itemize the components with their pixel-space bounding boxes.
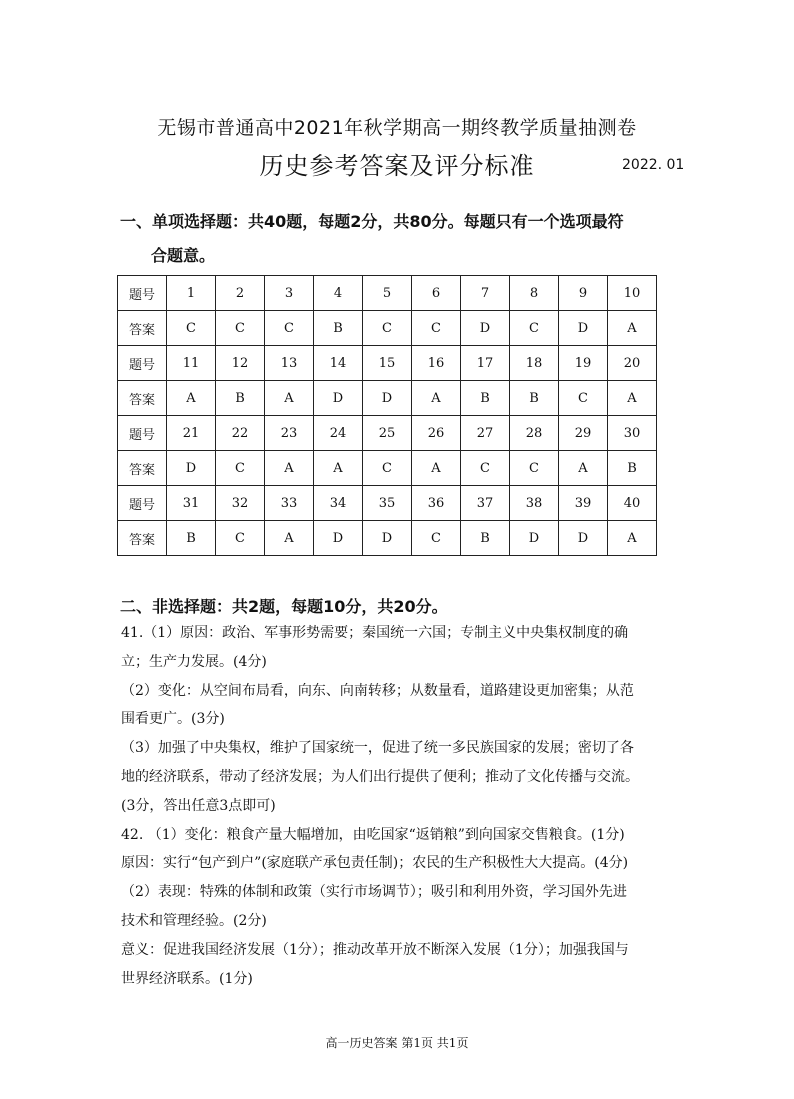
question-number-cell: 23 (265, 416, 314, 451)
answer-cell: D (559, 521, 608, 556)
answer-line: （2）变化：从空间布局看，向东、向南转移；从数量看，道路建设更加密集；从范 (121, 682, 634, 699)
row-label-answer: 答案 (118, 521, 167, 556)
question-number-cell: 31 (167, 486, 216, 521)
answer-cell: C (216, 521, 265, 556)
answer-cell: B (216, 381, 265, 416)
question-number-cell: 32 (216, 486, 265, 521)
table-row-answers (118, 381, 657, 416)
answer-cell: B (461, 381, 510, 416)
table-row-answers (118, 521, 657, 556)
question-number-cell: 12 (216, 346, 265, 381)
row-label-question: 题号 (118, 416, 167, 451)
question-number-cell: 39 (559, 486, 608, 521)
section2-answers (121, 619, 681, 993)
answer-cell: C (363, 311, 412, 346)
section1-heading-continued: 合题意。 (151, 246, 216, 265)
question-number-cell: 13 (265, 346, 314, 381)
table-row-question-numbers (118, 276, 657, 311)
answer-cell: C (461, 451, 510, 486)
question-number-cell: 27 (461, 416, 510, 451)
table-row-question-numbers (118, 486, 657, 521)
answer-cell: C (167, 311, 216, 346)
answer-cell: C (216, 451, 265, 486)
answer-cell: A (265, 451, 314, 486)
answer-line: 立；生产力发展。(4分) (121, 653, 267, 670)
answer-cell: C (559, 381, 608, 416)
row-label-question: 题号 (118, 346, 167, 381)
section2-heading: 二、非选择题：共2题，每题10分，共20分。 (120, 597, 448, 616)
question-number-cell: 5 (363, 276, 412, 311)
question-number-cell: 17 (461, 346, 510, 381)
question-number-cell: 22 (216, 416, 265, 451)
answer-cell: D (363, 521, 412, 556)
answer-cell: A (608, 311, 657, 346)
question-number-cell: 19 (559, 346, 608, 381)
answer-cell: D (559, 311, 608, 346)
answer-cell: A (314, 451, 363, 486)
question-number-cell: 40 (608, 486, 657, 521)
question-number-cell: 2 (216, 276, 265, 311)
answer-cell: A (412, 381, 461, 416)
table-row-answers (118, 451, 657, 486)
question-number-cell: 11 (167, 346, 216, 381)
question-number-cell: 6 (412, 276, 461, 311)
answer-cell: D (167, 451, 216, 486)
question-number-cell: 10 (608, 276, 657, 311)
question-number-cell: 1 (167, 276, 216, 311)
question-number-cell: 36 (412, 486, 461, 521)
question-number-cell: 15 (363, 346, 412, 381)
answer-cell: B (461, 521, 510, 556)
row-label-answer: 答案 (118, 451, 167, 486)
row-label-answer: 答案 (118, 381, 167, 416)
question-number-cell: 25 (363, 416, 412, 451)
answer-line: （2）表现：特殊的体制和政策（实行市场调节）；吸引和利用外资，学习国外先进 (121, 884, 627, 901)
question-number-cell: 35 (363, 486, 412, 521)
answer-line: 世界经济联系。(1分) (121, 970, 253, 987)
question-number-cell: 29 (559, 416, 608, 451)
question-number-cell: 3 (265, 276, 314, 311)
question-number-cell: 14 (314, 346, 363, 381)
answer-cell: C (412, 521, 461, 556)
row-label-question: 题号 (118, 486, 167, 521)
row-label-question: 题号 (118, 276, 167, 311)
question-number-cell: 24 (314, 416, 363, 451)
exam-title: 无锡市普通高中2021年秋学期高一期终教学质量抽测卷 (157, 117, 637, 139)
question-number-cell: 7 (461, 276, 510, 311)
answer-cell: C (216, 311, 265, 346)
answer-line: 41.（1）原因：政治、军事形势需要；秦国统一六国；专制主义中央集权制度的确 (121, 625, 629, 641)
question-number-cell: 8 (510, 276, 559, 311)
answer-cell: C (510, 451, 559, 486)
question-number-cell: 34 (314, 486, 363, 521)
answer-line: 围看更广。(3分) (121, 711, 225, 728)
question-number-cell: 26 (412, 416, 461, 451)
question-number-cell: 37 (461, 486, 510, 521)
table-row-answers (118, 311, 657, 346)
answer-cell: A (608, 381, 657, 416)
answer-cell: A (608, 521, 657, 556)
row-label-answer: 答案 (118, 311, 167, 346)
answer-line: 原因：实行“包产到户”(家庭联产承包责任制)；农民的生产积极性大大提高。(4分) (121, 855, 629, 872)
question-number-cell: 16 (412, 346, 461, 381)
answer-cell: B (608, 451, 657, 486)
answer-line: (3分，答出任意3点即可) (121, 797, 276, 814)
answer-cell: A (559, 451, 608, 486)
answer-table (117, 275, 657, 556)
exam-date: 2022. 01 (622, 157, 685, 173)
table-row-question-numbers (118, 346, 657, 381)
question-number-cell: 18 (510, 346, 559, 381)
answer-cell: D (314, 381, 363, 416)
answer-cell: B (510, 381, 559, 416)
answer-line: 地的经济联系，带动了经济发展；为人们出行提供了便利；推动了文化传播与交流。 (121, 768, 639, 785)
section1-heading: 一、单项选择题：共40题，每题2分，共80分。每题只有一个选项最符 (120, 212, 624, 231)
question-number-cell: 33 (265, 486, 314, 521)
answer-cell: B (314, 311, 363, 346)
answer-cell: A (265, 381, 314, 416)
question-number-cell: 30 (608, 416, 657, 451)
answer-line: 技术和管理经验。(2分) (121, 912, 267, 929)
document-subtitle: 历史参考答案及评分标准 (259, 152, 535, 180)
question-number-cell: 9 (559, 276, 608, 311)
answer-cell: C (510, 311, 559, 346)
answer-cell: D (314, 521, 363, 556)
answer-cell: D (363, 381, 412, 416)
answer-cell: C (412, 311, 461, 346)
answer-cell: C (265, 311, 314, 346)
question-number-cell: 28 (510, 416, 559, 451)
answer-line: （3）加强了中央集权，维护了国家统一，促进了统一多民族国家的发展；密切了各 (121, 740, 634, 757)
question-number-cell: 4 (314, 276, 363, 311)
question-number-cell: 38 (510, 486, 559, 521)
answer-line: 42. （1）变化：粮食产量大幅增加，由吃国家“返销粮”到向国家交售粮食。(1分) (121, 826, 625, 843)
question-number-cell: 20 (608, 346, 657, 381)
answer-cell: A (265, 521, 314, 556)
table-row-question-numbers (118, 416, 657, 451)
answer-cell: D (510, 521, 559, 556)
page-footer: 高一历史答案 第1页 共1页 (325, 1036, 469, 1050)
answer-cell: B (167, 521, 216, 556)
answer-cell: D (461, 311, 510, 346)
question-number-cell: 21 (167, 416, 216, 451)
answer-line: 意义：促进我国经济发展（1分）；推动改革开放不断深入发展（1分）；加强我国与 (121, 941, 629, 958)
answer-cell: C (363, 451, 412, 486)
answer-cell: A (412, 451, 461, 486)
answer-cell: A (167, 381, 216, 416)
